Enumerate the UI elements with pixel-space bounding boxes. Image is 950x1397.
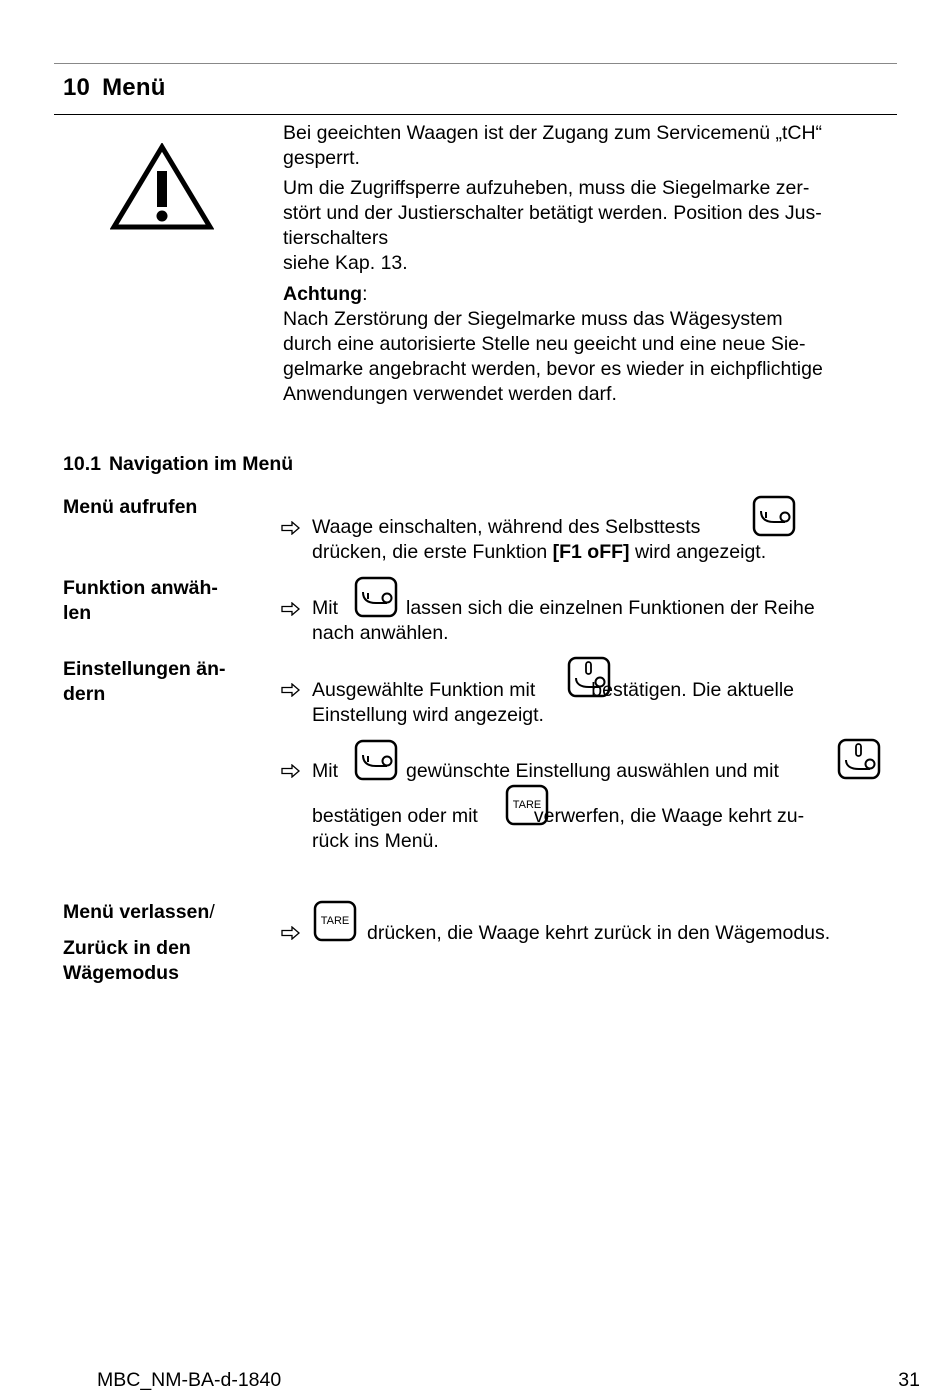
warning-text-3c: gelmarke angebracht werden, bevor es wieder in eichpflichtige <box>283 358 823 380</box>
arrow-right-icon <box>281 764 301 778</box>
warning-text-2c: tierschalters <box>283 227 389 249</box>
step-4-text-e: rück ins Menü. <box>312 830 439 852</box>
warning-paragraph-2 <box>283 176 893 276</box>
step-2-text-c: nach anwählen. <box>312 622 449 644</box>
warning-text-3b: durch eine autorisierte Stelle neu geeicht und eine neue Sie- <box>283 333 806 355</box>
scale-weight-key-icon <box>567 656 611 698</box>
scale-key-icon <box>752 495 796 537</box>
achtung-label: Achtung <box>283 283 363 305</box>
scale-key-icon <box>354 739 398 781</box>
warning-paragraph-1 <box>283 121 893 171</box>
chapter-number: 10 <box>63 74 91 101</box>
arrow-right-icon <box>281 683 301 697</box>
step-1-line-1 <box>312 515 902 540</box>
warning-text-3d: Anwendungen verwendet werden darf. <box>283 383 617 405</box>
step-1-text-c: wird angezeigt. <box>634 541 767 563</box>
tare-key-icon <box>313 900 357 942</box>
step-4-text-a: Mit <box>312 760 338 782</box>
step-4-text-d: verwerfen, die Waage kehrt zu- <box>533 805 805 827</box>
chapter-title <box>63 74 166 102</box>
step-4-line-2 <box>312 804 902 829</box>
label-menu-open-text: Menü aufrufen <box>63 496 198 518</box>
step-4-text-c: bestätigen oder mit <box>312 805 478 827</box>
step-3-text-c: Einstellung wird angezeigt. <box>312 704 544 726</box>
tare-key-icon <box>505 784 549 826</box>
warning-triangle-icon <box>110 143 214 231</box>
scale-weight-key-icon <box>837 738 881 780</box>
step-2-line-1 <box>312 596 902 621</box>
label-menu-open <box>63 495 263 520</box>
step-2-line-2 <box>312 621 902 646</box>
warning-text-1: Bei geeichten Waagen ist der Zugang zum Servicemenü „tCH“ gesperrt. <box>283 122 823 169</box>
chapter-title-text: Menü <box>102 74 166 101</box>
step-1-text-b: drücken, die erste Funktion <box>312 541 548 563</box>
step-4-line-1 <box>312 759 902 784</box>
step-2-text-b: lassen sich die einzelnen Funktionen der Reihe <box>406 597 815 619</box>
chapter-rule <box>54 114 897 115</box>
step-5-line-1 <box>367 921 907 946</box>
label-change-settings <box>63 657 263 707</box>
step-2-text-a: Mit <box>312 597 338 619</box>
section-title-text: Navigation im Menü <box>108 453 294 475</box>
label-back-weigh-mode <box>63 936 263 986</box>
step-4-line-3 <box>312 829 902 854</box>
achtung-colon: : <box>362 283 368 305</box>
label-select-function <box>63 576 263 626</box>
tare-key-label: TARE <box>512 799 542 811</box>
label-exit-slash: / <box>209 901 215 923</box>
arrow-right-icon <box>281 521 301 535</box>
step-3-text-a: Ausgewählte Funktion mit <box>312 679 536 701</box>
arrow-right-icon <box>281 926 301 940</box>
footer-document-id: MBC_NM-BA-d-1840 <box>97 1369 282 1391</box>
step-3-line-2 <box>312 703 902 728</box>
scale-key-icon <box>354 576 398 618</box>
label-back-line1: Zurück in den <box>63 937 191 959</box>
top-rule <box>54 63 897 64</box>
warning-text-3a: Nach Zerstörung der Siegelmarke muss das Wägesystem <box>283 308 783 330</box>
label-select-line2: len <box>63 602 92 624</box>
warning-text-2d: siehe Kap. 13. <box>283 252 408 274</box>
step-1-text-a: Waage einschalten, während des Selbsttests <box>312 516 701 538</box>
label-change-line2: dern <box>63 683 106 705</box>
warning-text-2a: Um die Zugriffsperre aufzuheben, muss die Siegelmarke zer- <box>283 177 810 199</box>
step-1-function-code: [F1 oFF] <box>552 541 630 563</box>
label-select-line1: Funktion anwäh- <box>63 577 218 599</box>
step-5-text-a: drücken, die Waage kehrt zurück in den Wägemodus. <box>367 922 831 944</box>
label-exit-text: Menü verlassen <box>63 901 210 923</box>
footer-page-number: 31 <box>898 1369 920 1391</box>
step-4-text-b: gewünschte Einstellung auswählen und mit <box>406 760 779 782</box>
step-3-text-b: bestätigen. Die aktuelle <box>591 679 794 701</box>
warning-text-2b: stört und der Justierschalter betätigt werden. Position des Jus- <box>283 202 822 224</box>
tare-key-label: TARE <box>320 915 350 927</box>
step-1-line-2 <box>312 540 902 565</box>
label-back-line2: Wägemodus <box>63 962 179 984</box>
section-number: 10.1 <box>63 453 101 475</box>
label-exit-menu <box>63 900 263 925</box>
section-title <box>63 453 293 476</box>
label-change-line1: Einstellungen än- <box>63 658 226 680</box>
achtung-paragraph <box>283 282 893 407</box>
arrow-right-icon <box>281 602 301 616</box>
